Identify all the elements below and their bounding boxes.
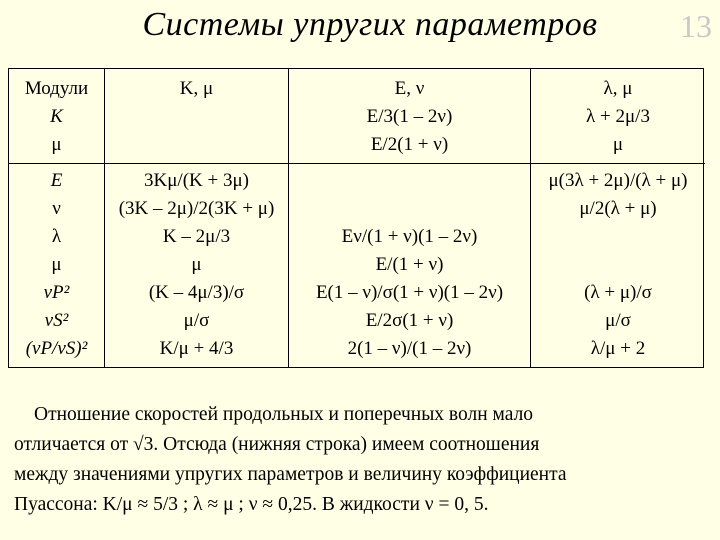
formula: Eν/(1 + ν)(1 – 2ν)	[341, 226, 478, 247]
parameter-label: vS²	[44, 310, 69, 331]
formula: μ/2(λ + μ)	[579, 198, 657, 219]
formula	[407, 195, 412, 223]
header-cell-moduli	[9, 69, 105, 164]
body-column-parameters	[9, 164, 105, 367]
parameter-label: λ	[51, 226, 62, 247]
formula: K – 2μ/3	[162, 226, 231, 247]
formula: μ/σ	[183, 310, 210, 331]
body-column-e-nu	[289, 164, 531, 367]
paragraph-line: между значениями упругих параметров и величину коэффициента	[14, 464, 567, 485]
elastic-parameters-table	[8, 68, 704, 368]
header-line: Модули	[24, 78, 89, 99]
header-line: K	[50, 106, 63, 127]
header-cell-lambda-mu	[531, 69, 705, 164]
header-line: λ, μ	[603, 78, 633, 99]
header-line: μ	[51, 134, 62, 155]
formula: (K – 4μ/3)/σ	[148, 282, 245, 303]
paragraph-line: Отношение скоростей продольных и поперечных волн мало	[34, 404, 534, 425]
body-column-k-mu	[105, 164, 289, 367]
header-line: K, μ	[179, 78, 214, 99]
header-line: μ	[612, 134, 624, 155]
slide-number: 13	[680, 8, 712, 44]
explanation-paragraph	[14, 400, 714, 520]
formula: K/μ + 4/3	[159, 338, 234, 359]
formula	[407, 167, 412, 195]
formula: μ/σ	[605, 310, 631, 331]
formula: 3Kμ/(K + 3μ)	[144, 170, 249, 191]
formula: 2(1 – ν)/(1 – 2ν)	[347, 338, 472, 359]
parameter-label: μ	[51, 254, 62, 275]
formula: λ/μ + 2	[590, 338, 646, 359]
parameter-label: ν	[52, 198, 61, 219]
parameter-label: (vP/vS)²	[25, 338, 88, 359]
paragraph-line: отличается от √3. Отсюда (нижняя строка) имеем соотношения	[14, 434, 540, 455]
formula: (3K – 2μ)/2(3K + μ)	[118, 198, 275, 219]
header-cell-k-mu	[105, 69, 289, 164]
parameter-label: E	[50, 170, 63, 191]
paragraph-line: Пуассона: K/μ ≈ 5/3 ; λ ≈ μ ; ν ≈ 0,25. В жидкости ν = 0, 5.	[14, 494, 489, 515]
header-line: E/3(1 – 2ν)	[366, 106, 453, 127]
formula: E/(1 + ν)	[375, 254, 444, 275]
formula: E(1 – ν)/σ(1 + ν)(1 – 2ν)	[315, 282, 504, 303]
header-cell-e-nu	[289, 69, 531, 164]
formula: (λ + μ)/σ	[584, 282, 652, 303]
formula: μ	[191, 254, 202, 275]
slide-title: Системы упругих параметров	[142, 6, 598, 43]
parameter-label: vP²	[43, 282, 70, 303]
body-column-lambda-mu	[531, 164, 705, 367]
formula: E/2σ(1 + ν)	[365, 310, 454, 331]
formula	[616, 251, 621, 279]
header-line: λ + 2μ/3	[586, 106, 650, 127]
formula	[616, 223, 621, 251]
formula: μ(3λ + 2μ)/(λ + μ)	[548, 170, 688, 191]
header-line: E, ν	[394, 78, 425, 99]
header-line: E/2(1 + ν)	[370, 134, 449, 155]
